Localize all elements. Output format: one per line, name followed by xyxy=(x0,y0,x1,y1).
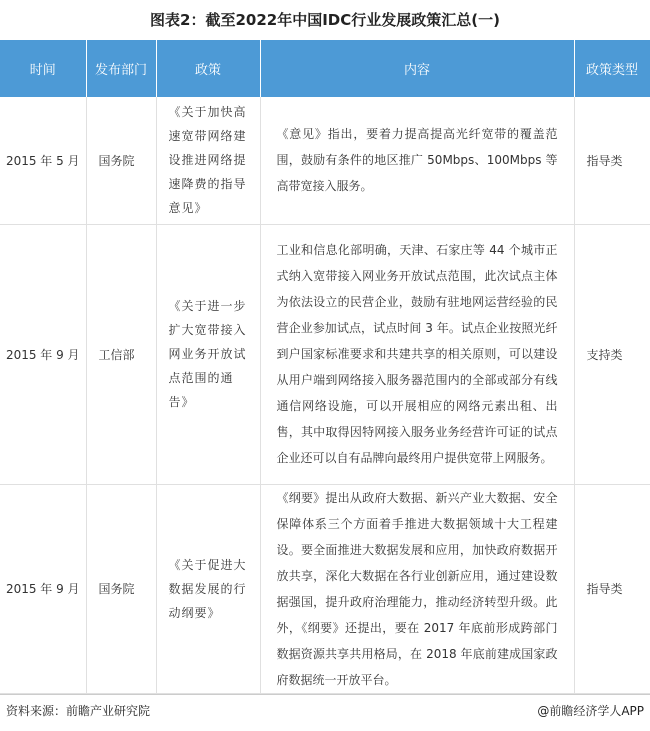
table-row xyxy=(0,484,650,693)
cell-dept: 国务院 xyxy=(86,97,156,224)
header-dept: 发布部门 xyxy=(86,40,156,97)
cell-content: 《意见》指出，要着力提高提高光纤宽带的覆盖范围，鼓励有条件的地区推广 50Mbps、100Mbps 等高带宽接入服务。 xyxy=(260,97,574,224)
cell-dept: 国务院 xyxy=(86,484,156,693)
cell-policy: 《关于促进大数据发展的行动纲要》 xyxy=(156,484,260,693)
cell-time: 2015 年 5 月 xyxy=(0,97,86,224)
cell-content: 《纲要》提出从政府大数据、新兴产业大数据、安全保障体系三个方面着手推进大数据领域十大工程建设。要全面推进大数据发展和应用，加快政府数据开放共享，深化大数据在各行业创新应用，通过建设数据强国，提升政府治理能力，推动经济转型升级。此外，《纲要》还提出，要在 2017 年底前形成跨部门数据资源共享共用格局，在 2018 年底前建成国家政府数据统一开放平台。 xyxy=(260,484,574,693)
cell-type: 支持类 xyxy=(574,224,650,484)
header-type: 政策类型 xyxy=(574,40,650,97)
cell-type: 指导类 xyxy=(574,484,650,693)
brand-label: @前瞻经济学人APP xyxy=(537,704,644,718)
cell-time: 2015 年 9 月 xyxy=(0,484,86,693)
cell-time: 2015 年 9 月 xyxy=(0,224,86,484)
source-note: 资料来源：前瞻产业研究院 xyxy=(6,704,151,718)
footer xyxy=(0,694,650,727)
policy-table xyxy=(0,40,650,694)
table-header-row xyxy=(0,40,650,97)
cell-content: 工业和信息化部明确，天津、石家庄等 44 个城市正式纳入宽带接入网业务开放试点范围，此次试点主体为依法设立的民营企业，鼓励有驻地网运营经验的民营企业参加试点，试点时间 3 年。试点企业按照光纤到户国家标准要求和共建共享的相关原则，可以建设从用户端到网络接入服务器范围内的全部或部分有线通信网络设施，可以开展相应的网络元素出租、出售，其中取得因特网接入服务业务经营许可证的试点企业还可以自有品牌向最终用户提供宽带上网服务。 xyxy=(260,224,574,484)
cell-type: 指导类 xyxy=(574,97,650,224)
header-content: 内容 xyxy=(260,40,574,97)
table-row xyxy=(0,97,650,224)
cell-dept: 工信部 xyxy=(86,224,156,484)
page-title: 图表2：截至2022年中国IDC行业发展政策汇总(一) xyxy=(150,11,500,29)
table-row xyxy=(0,224,650,484)
header-policy: 政策 xyxy=(156,40,260,97)
cell-policy: 《关于加快高速宽带网络建设推进网络提速降费的指导意见》 xyxy=(156,97,260,224)
header-time: 时间 xyxy=(0,40,86,97)
cell-policy: 《关于进一步扩大宽带接入网业务开放试点范围的通告》 xyxy=(156,224,260,484)
